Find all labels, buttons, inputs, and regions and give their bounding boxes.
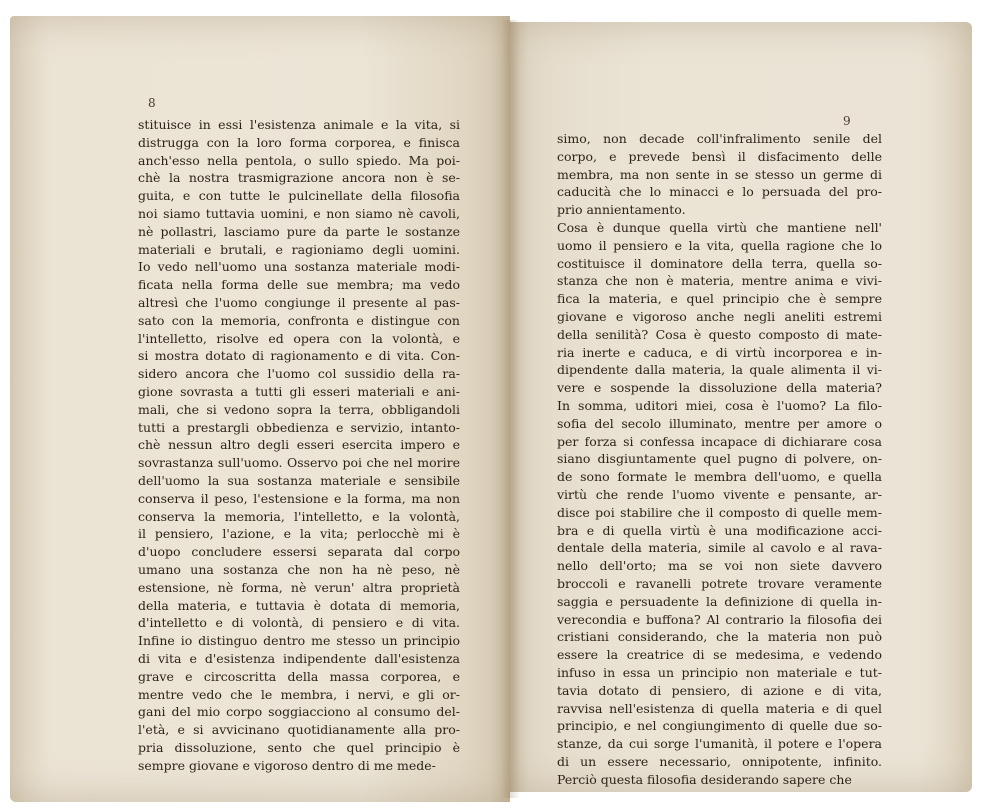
text-line: della senilità? Cosa è questo composto di mate- bbox=[557, 326, 882, 342]
text-line: gani del mio corpo soggiacciono al consumo del- bbox=[138, 704, 460, 720]
text-line: grave e circoscritta della massa corporea, e bbox=[138, 668, 460, 684]
text-line: chè la nostra trasmigrazione ancora non è se- bbox=[138, 170, 460, 186]
text-line: sovrastanza sull'uomo. Osservo poi che nel morire bbox=[138, 455, 460, 471]
text-line: conserva il peso, l'estensione e la forma, ma non bbox=[138, 490, 460, 506]
text-line: broccoli e ravanelli potrete trovare veramente bbox=[557, 575, 882, 591]
text-line: Perciò questa filosofia desiderando sapere che bbox=[557, 771, 852, 787]
text-line: noi siamo tuttavia uomini, e non siamo nè cavoli, bbox=[138, 205, 460, 221]
text-line: siano disgiuntamente quel pugno di polvere, on- bbox=[557, 451, 882, 467]
text-line: della materia, e tuttavia è dotata di memoria, bbox=[138, 597, 460, 613]
text-line: verecondia e buffona? Al contrario la filosofia dei bbox=[557, 611, 882, 627]
text-line: stanza che non è materia, mentre anima e vivi- bbox=[557, 273, 882, 289]
text-line: costituisce il dominatore della terra, quella so- bbox=[557, 255, 882, 271]
text-line: l'età, e si avvicinano quotidianamente alla pro- bbox=[138, 722, 460, 738]
text-line: altresì che l'uomo congiunge il presente al pas- bbox=[138, 294, 460, 310]
text-line: ravvisa nell'esistenza di quella materia e di quel bbox=[557, 700, 882, 716]
text-line: corpo, e prevede bensì il disfacimento delle bbox=[557, 148, 882, 164]
text-line: guita, e con tutte le pulcinellate della filosofia bbox=[138, 188, 460, 204]
right-page-text bbox=[557, 130, 882, 788]
text-line: saggia e persuadente la definizione di quella in- bbox=[557, 593, 882, 609]
text-line: dell'uomo la sua sostanza materiale e sensibile bbox=[138, 472, 460, 488]
text-line: mali, che si vedono sopra la terra, obbligandoli bbox=[138, 401, 460, 417]
book-gutter bbox=[500, 20, 520, 798]
text-line: dipendente dalla materia, la quale alimenta il vi- bbox=[557, 362, 882, 378]
text-line: fica la materia, e quel principio che è sempre bbox=[557, 291, 882, 307]
text-line: il pensiero, l'azione, e la vita; perlocchè mi è bbox=[138, 526, 460, 542]
text-line: prio annientamento. bbox=[557, 202, 686, 218]
text-line: per forza si confessa incapace di dichiarare cosa bbox=[557, 433, 882, 449]
text-line: tutti a prestargli obbedienza e servizio, intanto- bbox=[138, 419, 460, 435]
text-line: stituisce in essi l'esistenza animale e la vita, si bbox=[138, 117, 460, 132]
text-line: mentre vedo che le membra, i nervi, e gli or- bbox=[138, 686, 460, 702]
text-line: In somma, uditori miei, cosa è l'uomo? La filo- bbox=[557, 397, 882, 413]
text-line: gione sovrasta a tutti gli esseri materiali e ani- bbox=[138, 383, 460, 399]
text-line: cristiani considerando, che la materia non può bbox=[557, 629, 882, 645]
text-line: materiali e brutali, e ragioniamo degli uomini. bbox=[138, 241, 460, 257]
text-line: di un essere necessario, onnipotente, infinito. bbox=[557, 753, 882, 769]
left-page-text bbox=[138, 116, 460, 774]
text-line: sato con la memoria, confronta e distingue con bbox=[138, 312, 460, 328]
text-line: estensione, nè forma, nè verun' altra proprietà bbox=[138, 579, 460, 595]
text-line: conserva la memoria, l'intelletto, e la volontà, bbox=[138, 508, 460, 524]
text-line: chè nessun altro degli esseri esercita impero e bbox=[138, 437, 460, 453]
text-line: si mostra dotato di ragionamento e di vita. Con- bbox=[138, 348, 460, 364]
text-line: disce poi stabilire che il composto di quelle mem- bbox=[557, 504, 882, 520]
text-line: tavia dotato di pensiero, di azione e di vita, bbox=[557, 682, 882, 698]
text-line: membra, ma non sente in se stesso un germe di bbox=[557, 166, 882, 182]
right-page bbox=[510, 22, 972, 792]
text-line: distrugga con la loro forma corporea, e finisca bbox=[138, 134, 460, 150]
text-line: caducità che lo minacci e lo persuada del pro- bbox=[557, 184, 882, 200]
text-line: anch'esso nella pentola, o sullo spiedo. Ma poi- bbox=[138, 152, 460, 168]
text-line: sidero ancora che l'uomo col sussidio della ra- bbox=[138, 366, 460, 382]
left-page bbox=[10, 16, 510, 802]
right-page-number: 9 bbox=[843, 114, 851, 128]
text-line: pria dissoluzione, sento che quel principio è bbox=[138, 739, 460, 755]
text-line: bra e di quella virtù è una modificazione acci- bbox=[557, 522, 882, 538]
text-line: sofia del secolo illuminato, mentre per amore o bbox=[557, 415, 882, 431]
text-line: essere la creatrice di se medesima, e vedendo bbox=[557, 647, 882, 663]
text-line: stanze, da cui sorge l'umanità, il potere e l'opera bbox=[557, 736, 882, 752]
left-page-number: 8 bbox=[148, 96, 156, 110]
text-line: virtù che rende l'uomo vivente e pensante, ar- bbox=[557, 486, 882, 502]
text-line: Io vedo nell'uomo una sostanza materiale modi- bbox=[138, 259, 460, 275]
text-line: simo, non decade coll'infralimento senile del bbox=[557, 131, 882, 146]
text-line: di vita e d'esistenza indipendente dall'esistenza bbox=[138, 650, 460, 666]
text-line: ria inerte e caduca, e di virtù incorporea e in- bbox=[557, 344, 882, 360]
text-line: dentale della materia, simile al cavolo e al rava- bbox=[557, 540, 882, 556]
text-line: giovane e vigoroso anche negli aneliti estremi bbox=[557, 308, 882, 324]
text-line: de sono formate le membra dell'uomo, e quella bbox=[557, 469, 882, 485]
text-line: l'intelletto, risolve ed opera con la volontà, e bbox=[138, 330, 460, 346]
text-line: Infine io distinguo dentro me stesso un principio bbox=[138, 633, 460, 649]
text-line: d'intelletto e di volontà, di pensiero e di vita. bbox=[138, 615, 460, 631]
text-line: ficata nella forma delle sue membra; ma vedo bbox=[138, 277, 460, 293]
text-line: principio, e nel congiungimento di quelle due so- bbox=[557, 718, 882, 734]
text-line: umano una sostanza che non ha nè peso, nè bbox=[138, 561, 460, 577]
text-line: d'uopo concludere essersi separata dal corpo bbox=[138, 544, 460, 560]
text-line: infuso in essa un principio non materiale e tut- bbox=[557, 664, 882, 680]
text-line: sempre giovane e vigoroso dentro di me mede- bbox=[138, 757, 436, 773]
text-line: nello dell'orto; ma se voi non siete davvero bbox=[557, 558, 882, 574]
text-line: nè pollastri, lasciamo pure da parte le sostanze bbox=[138, 223, 460, 239]
text-line: uomo il pensiero e la vita, quella ragione che lo bbox=[557, 237, 882, 253]
text-line: Cosa è dunque quella virtù che mantiene nell' bbox=[557, 219, 882, 235]
text-line: vere e sospende la dissoluzione della materia? bbox=[557, 380, 882, 396]
